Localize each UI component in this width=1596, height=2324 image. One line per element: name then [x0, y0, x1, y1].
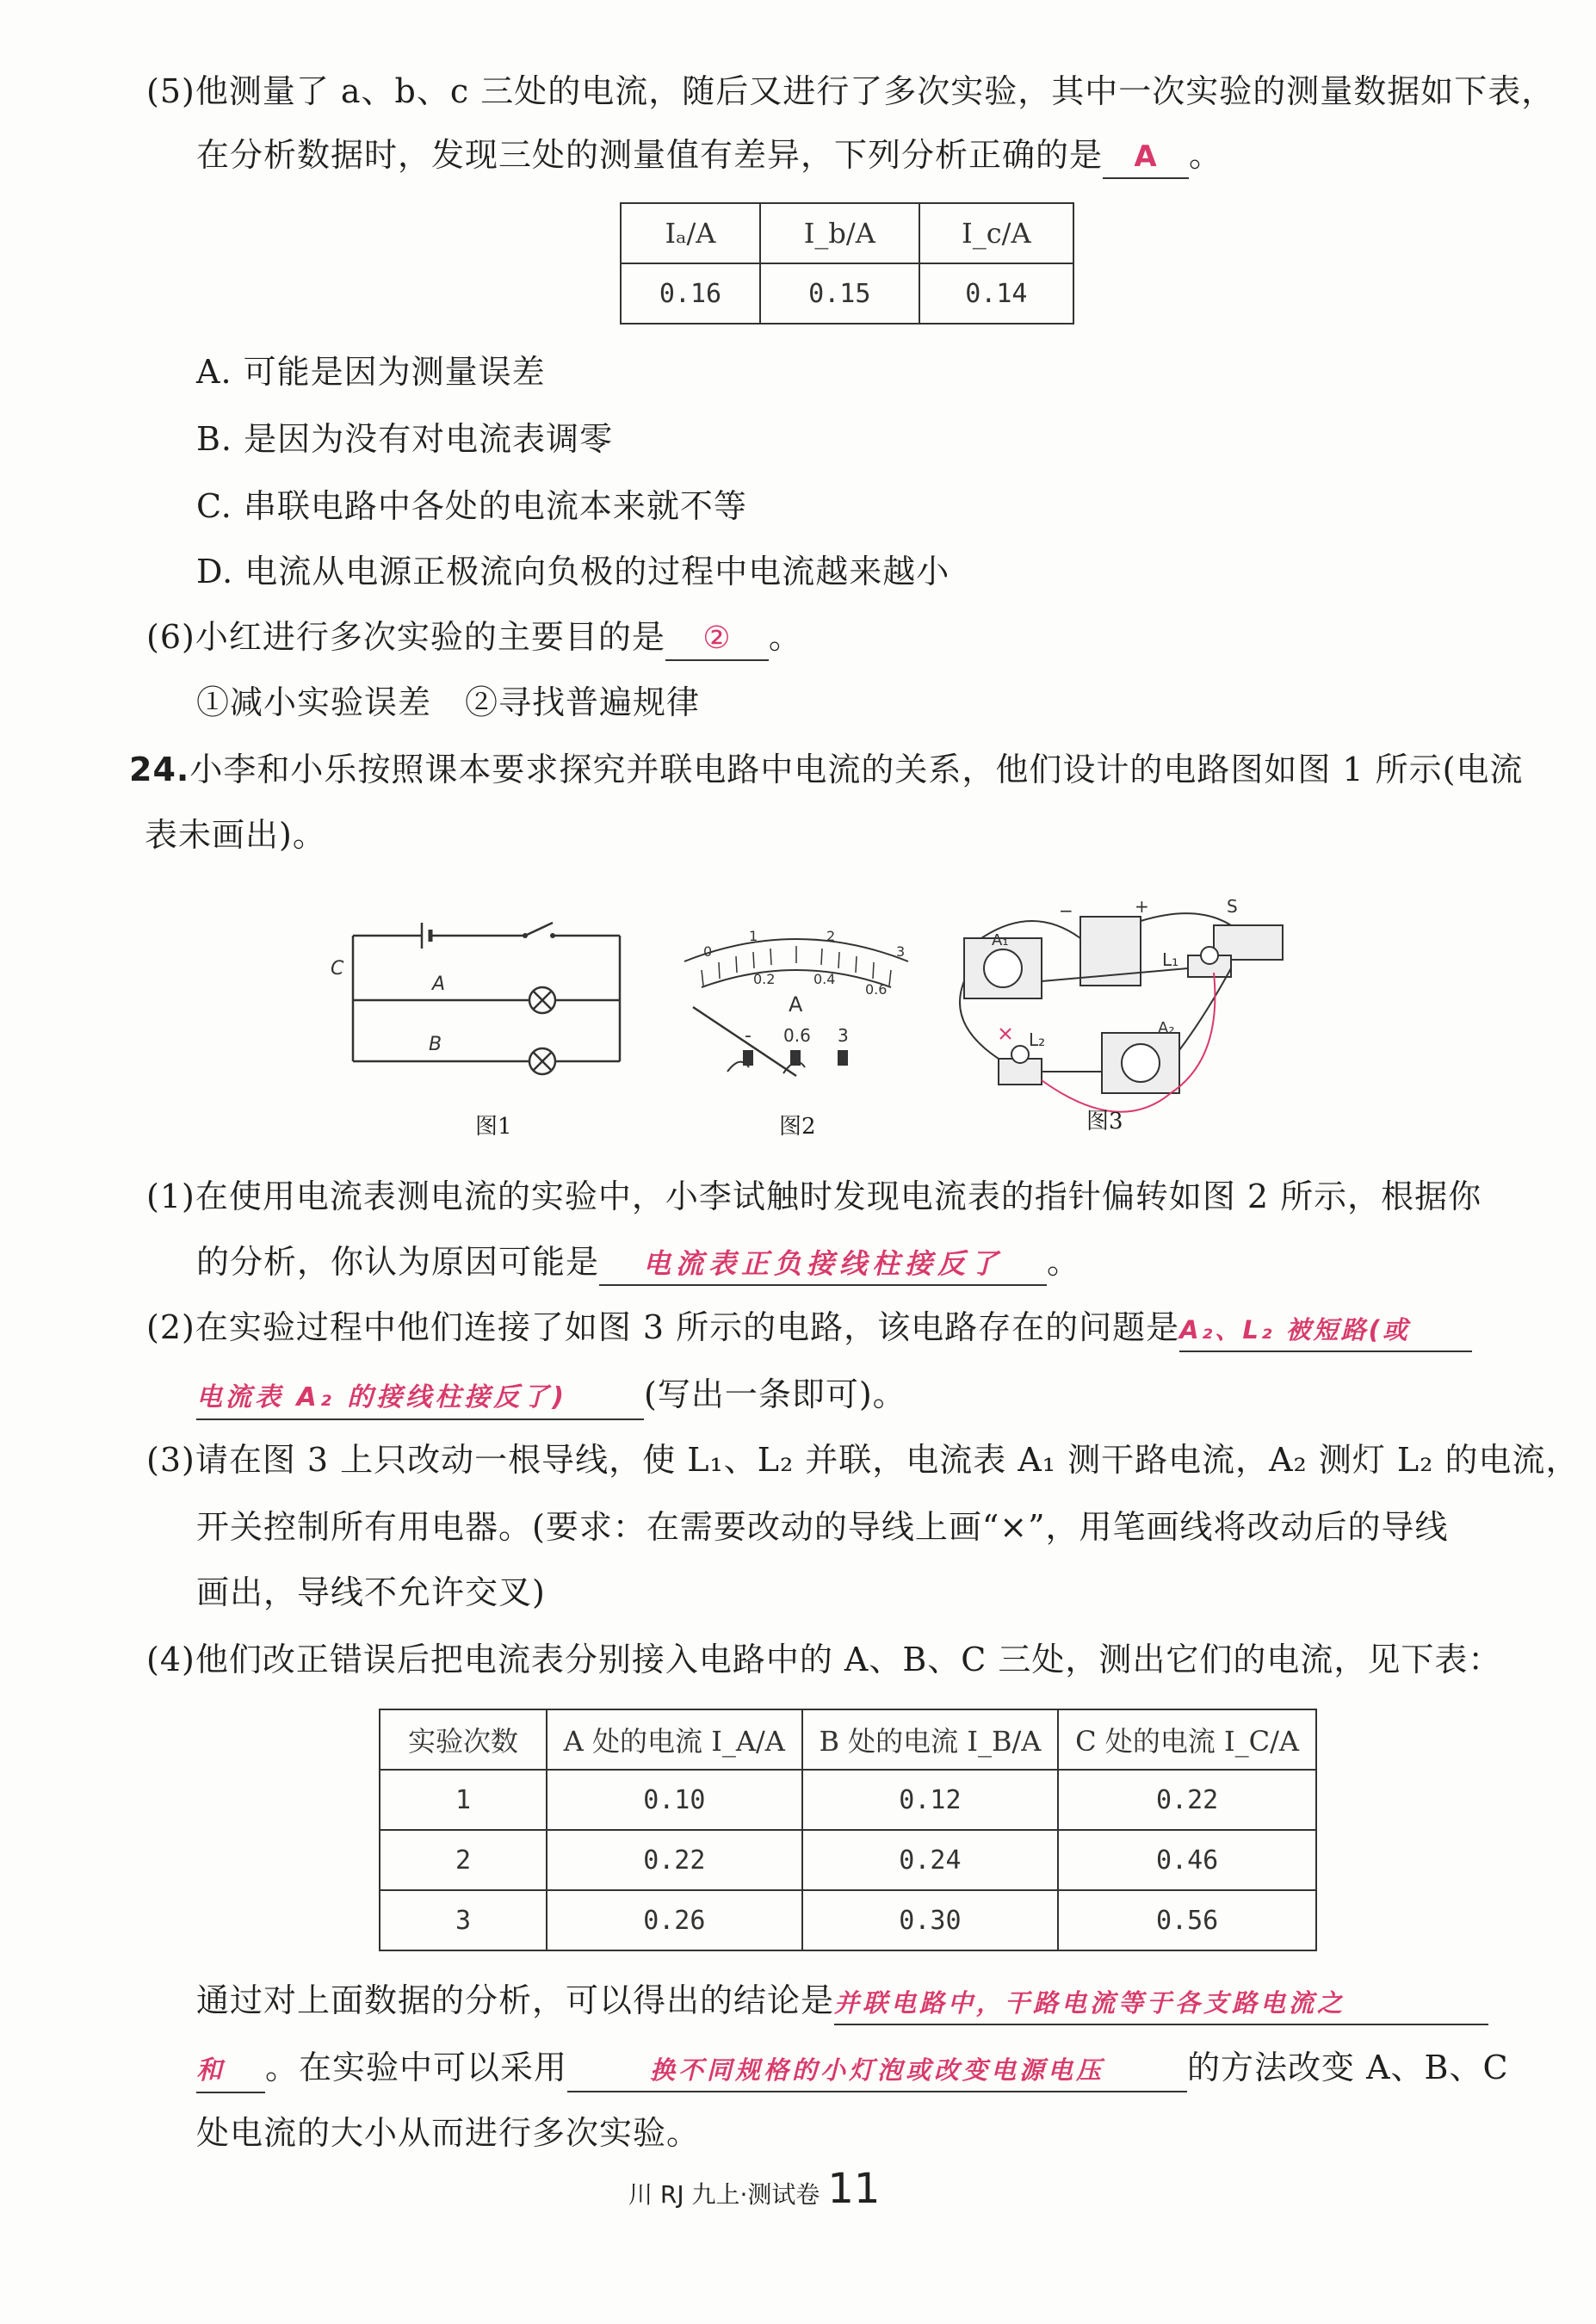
fig3-minus: − [1059, 900, 1073, 921]
q23-p6-line: (6)小红进行多次实验的主要目的是 ② 。 [146, 616, 802, 661]
fig3-label-a2: A₂ [1158, 1019, 1175, 1037]
table-row [380, 1830, 1316, 1890]
fig2-ammeter-dial [667, 925, 925, 1097]
fig1-label-b: B [429, 1034, 442, 1055]
q24-concl-answer3: 换不同规格的小灯泡或改变电源电压 [650, 2055, 1105, 2085]
table-cell: 3 [380, 1890, 547, 1950]
q24-concl-answer-blank3 [567, 2047, 1187, 2092]
q23-p5-answer: A [1134, 139, 1158, 174]
q24-p2-line1: (2)在实验过程中他们连接了如图 3 所示的电路，该电路存在的问题是A₂、L₂ 被短路(或 [146, 1307, 1472, 1352]
fig2-unit: A [789, 992, 803, 1017]
table-header: 实验次数 [380, 1709, 547, 1770]
q24-concl-line3: 处电流的大小从而进行多次实验。 [196, 2114, 701, 2152]
q24-concl-answer2: 和 [196, 2055, 227, 2086]
fig2-scale-top: 3 [896, 943, 906, 960]
question-number: 24. [129, 751, 190, 788]
footer-text: 川 RJ 九上·测试卷 [628, 2180, 820, 2209]
q24-concl-answer-blank2 [196, 2047, 265, 2093]
table-cell: 0.16 [621, 263, 760, 324]
table-cell: 0.10 [547, 1770, 802, 1830]
fig2-scale-bottom: 0.2 [753, 971, 776, 987]
q24-concl-line1: 通过对上面数据的分析，可以得出的结论是并联电路中，干路电流等于各支路电流之 [196, 1980, 1488, 2025]
fig3-label-l1: L₁ [1162, 949, 1179, 970]
q23-p6-answer: ② [702, 621, 732, 656]
fig2-caption: 图2 [779, 1114, 816, 1140]
q24-p2-answer-blank1 [1179, 1307, 1472, 1352]
table-cell: 0.22 [1058, 1770, 1316, 1830]
q23-p6-choices: ①减小实验误差 ②寻找普遍规律 [196, 683, 701, 721]
q24-concl-answer1: 并联电路中，干路电流等于各支路电流之 [834, 1988, 1346, 2018]
fig2-scale-top: 1 [749, 928, 758, 944]
table-header: I_c/A [919, 203, 1073, 263]
fig2-scale-bottom: 0.6 [865, 981, 888, 998]
fig3-label-a1: A₁ [992, 931, 1009, 949]
fig2-terminal-mid: 0.6 [783, 1025, 811, 1046]
table-cell: 0.12 [802, 1770, 1059, 1830]
fig3-label-l2: L₂ [1029, 1029, 1046, 1050]
table-cell: 0.14 [919, 263, 1073, 324]
q24-concl-line2: 和 。在实验中可以采用 换不同规格的小灯泡或改变电源电压 的方法改变 A、B、C [196, 2047, 1509, 2093]
table-cell: 0.22 [547, 1830, 802, 1890]
fig3-plus: + [1135, 896, 1149, 917]
table-header: I_b/A [760, 203, 919, 263]
q24-p3-line1: (3)请在图 3 上只改动一根导线，使 L₁、L₂ 并联，电流表 A₁ 测干路电流，A₂ 测灯 L₂ 的电流， [146, 1441, 1580, 1479]
q24-concl-answer-blank1 [834, 1980, 1488, 2025]
option-b: B. 是因为没有对电流表调零 [196, 420, 614, 458]
table-header: C 处的电流 I_C/A [1058, 1709, 1316, 1770]
fig3-physical-circuit [947, 887, 1291, 1136]
q24-p2-answer2: 电流表 A₂ 的接线柱接反了) [196, 1382, 567, 1412]
fig2-scale-bottom: 0.4 [813, 971, 836, 987]
q24-p3-line2: 开关控制所有用电器。(要求：在需要改动的导线上画“×”，用笔画线将改动后的导线 [196, 1508, 1449, 1546]
fig2-scale-top: 2 [826, 928, 836, 944]
table-header: B 处的电流 I_B/A [802, 1709, 1059, 1770]
fig1-label-c: C [331, 958, 344, 980]
q24-intro-line1: 24.小李和小乐按照课本要求探究并联电路中电流的关系，他们设计的电路图如图 1 所示(电流 [129, 751, 1524, 788]
q23-p5-line2: 在分析数据时，发现三处的测量值有差异，下列分析正确的是 A 。 [196, 134, 1222, 179]
q24-p1-answer-blank [599, 1241, 1047, 1286]
q23-p6-answer-blank [665, 616, 769, 661]
table-cell: 0.56 [1058, 1890, 1316, 1950]
table-cell: 0.24 [802, 1830, 1059, 1890]
q24-p1-line1: (1)在使用电流表测电流的实验中，小李试触时发现电流表的指针偏转如图 2 所示，根据你 [146, 1177, 1482, 1215]
fig1-circuit-diagram [327, 904, 637, 1076]
q23-p5-answer-blank [1103, 134, 1189, 179]
fig2-terminal-neg: - [745, 1025, 752, 1047]
q24-data-table [379, 1709, 1317, 1951]
fig1-caption: 图1 [475, 1114, 512, 1140]
q23-data-table [620, 202, 1074, 324]
option-d: D. 电流从电源正极流向负极的过程中电流越来越小 [196, 553, 950, 590]
page-footer [628, 2165, 880, 2213]
fig3-label-s: S [1227, 896, 1238, 917]
q24-p2-line2: 电流表 A₂ 的接线柱接反了) (写出一条即可)。 [196, 1374, 906, 1420]
table-cell: 0.15 [760, 263, 919, 324]
q24-p2-answer1: A₂、L₂ 被短路(或 [1179, 1315, 1410, 1344]
table-cell: 2 [380, 1830, 547, 1890]
table-cell: 0.30 [802, 1890, 1059, 1950]
q24-p1-answer: 电流表正负接线柱接反了 [643, 1247, 1004, 1280]
q24-intro-line2: 表未画出)。 [145, 816, 326, 854]
q24-p2-answer-blank2 [196, 1374, 644, 1420]
q24-p3-line3: 画出，导线不允许交叉) [196, 1573, 546, 1611]
table-row [380, 1770, 1316, 1830]
fig1-label-a: A [432, 973, 446, 995]
table-row [380, 1890, 1316, 1950]
option-a: A. 可能是因为测量误差 [196, 353, 546, 391]
fig3-caption: 图3 [1086, 1109, 1123, 1134]
table-cell: 0.26 [547, 1890, 802, 1950]
table-cell: 0.46 [1058, 1830, 1316, 1890]
table-header: Iₐ/A [621, 203, 760, 263]
q24-p1-line2: 的分析，你认为原因可能是 电流表正负接线柱接反了 。 [196, 1241, 1080, 1286]
table-cell: 1 [380, 1770, 547, 1830]
q24-p4-line1: (4)他们改正错误后把电流表分别接入电路中的 A、B、C 三处，测出它们的电流，见下表： [146, 1641, 1502, 1678]
option-c: C. 串联电路中各处的电流本来就不等 [196, 487, 747, 525]
fig2-terminal-right: 3 [838, 1025, 849, 1046]
q23-p5-line1: (5)他测量了 a、b、c 三处的电流，随后又进行了多次实验，其中一次实验的测量数据如下表， [146, 72, 1556, 110]
page-number: 11 [827, 2165, 881, 2213]
fig2-scale-top: 0 [703, 943, 713, 960]
table-header: A 处的电流 I_A/A [547, 1709, 802, 1770]
